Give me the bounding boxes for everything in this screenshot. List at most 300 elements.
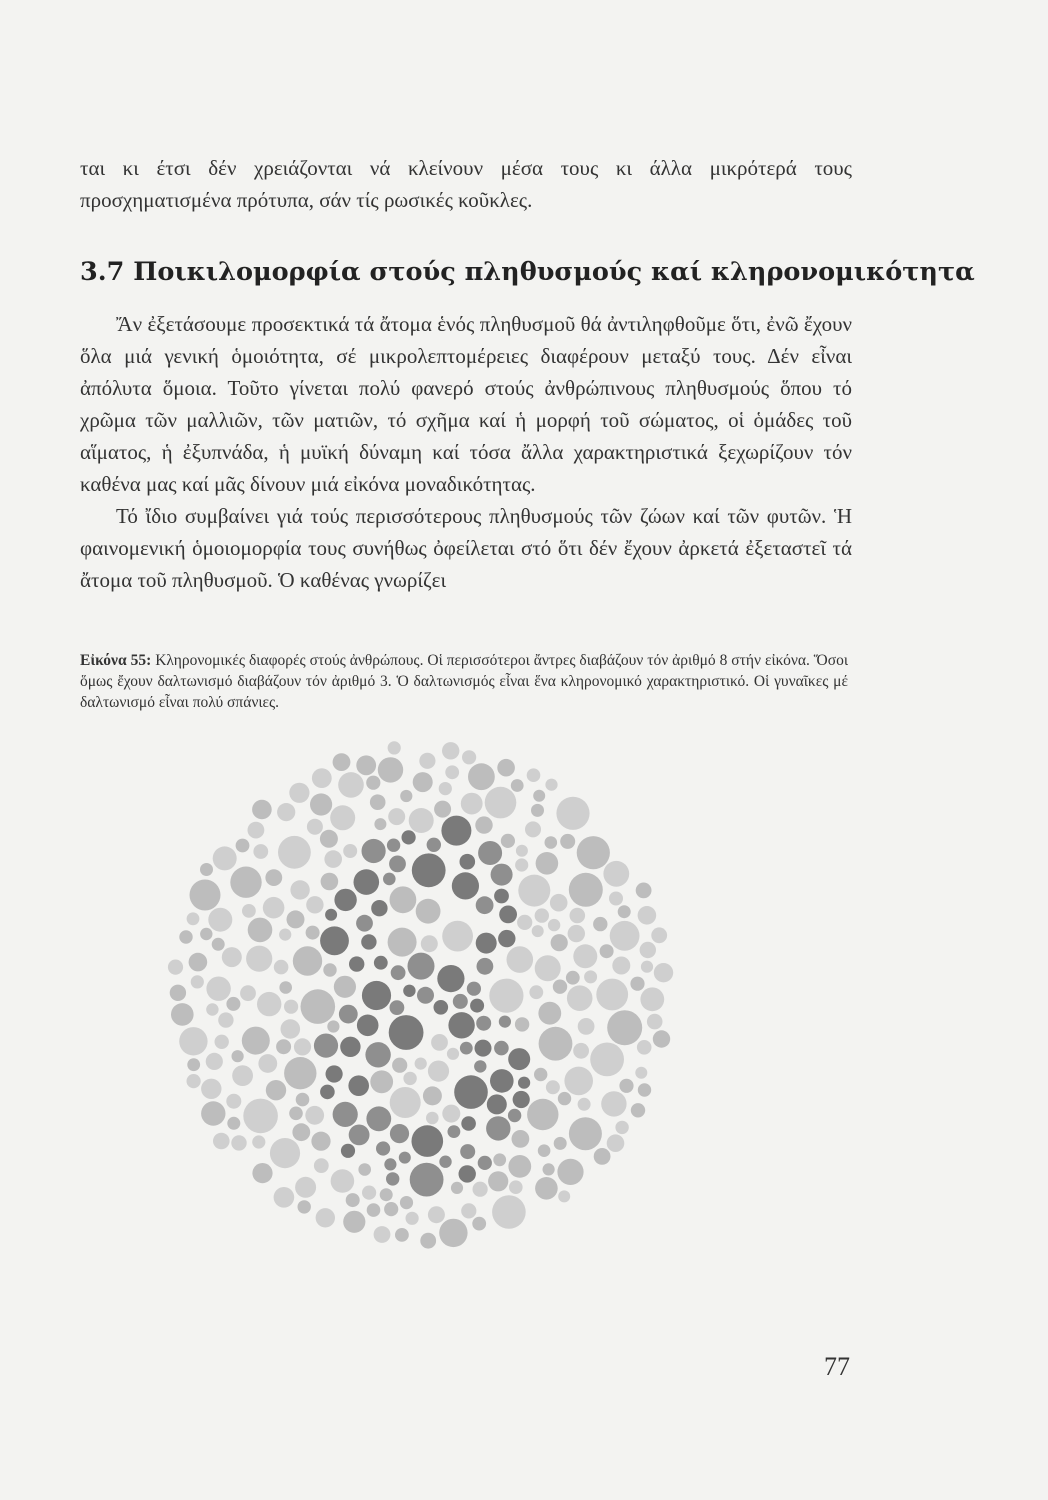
plate-dot — [371, 900, 387, 916]
plate-dot — [459, 1165, 476, 1182]
plate-dot — [461, 1116, 476, 1131]
plate-dot — [206, 1053, 223, 1070]
plate-dot — [640, 987, 664, 1011]
plate-dot — [568, 925, 585, 942]
plate-dot — [226, 1094, 241, 1109]
plate-dot — [274, 1187, 295, 1208]
plate-dot — [212, 938, 225, 951]
plate-dot — [327, 1020, 339, 1032]
plate-dot — [434, 1000, 449, 1015]
plate-dot — [467, 982, 481, 996]
plate-dot — [498, 930, 515, 947]
plate-dot — [529, 985, 543, 999]
plate-dot — [384, 1202, 398, 1216]
plate-dot — [231, 1135, 246, 1150]
plate-dot — [384, 1158, 396, 1170]
plate-dot — [415, 1058, 427, 1070]
plate-dot — [170, 985, 186, 1001]
plate-dot — [538, 1002, 561, 1025]
plate-dot — [252, 800, 272, 820]
plate-dot — [558, 1092, 571, 1105]
plate-dot — [409, 808, 434, 833]
plate-dot — [232, 1050, 244, 1062]
plate-dot — [593, 917, 607, 931]
plate-dot — [333, 1102, 358, 1127]
plate-dot — [333, 753, 351, 771]
plate-dot — [240, 985, 256, 1001]
plate-dot — [452, 872, 479, 899]
plate-dot — [421, 935, 438, 952]
plate-dot — [476, 933, 497, 954]
plate-dot — [391, 965, 406, 980]
plate-dot — [447, 1048, 459, 1060]
plate-dot — [389, 856, 406, 873]
plate-dot — [416, 899, 441, 924]
plate-dot — [603, 861, 629, 887]
plate-dot — [578, 1018, 595, 1035]
plate-dot — [206, 977, 230, 1001]
plate-dot — [472, 1217, 486, 1231]
plate-dot — [362, 1186, 376, 1200]
plate-dot — [501, 834, 515, 848]
plate-dot — [305, 1106, 324, 1125]
plate-dot — [226, 997, 240, 1011]
plate-dot — [200, 928, 212, 940]
plate-dot — [439, 782, 452, 795]
plate-dot — [190, 880, 221, 911]
plate-dot — [307, 819, 323, 835]
plate-dot — [567, 985, 593, 1011]
plate-dot — [340, 1037, 360, 1057]
plate-dot — [451, 1182, 463, 1194]
plate-dot — [420, 1233, 436, 1249]
plate-dot — [252, 1135, 265, 1148]
figure-label: Εἰκόνα 55: — [80, 652, 152, 669]
plate-dot — [490, 1069, 514, 1093]
plate-dot — [558, 1190, 570, 1202]
plate-dot — [640, 942, 656, 958]
plate-dot — [376, 1141, 390, 1155]
plate-dot — [615, 1121, 628, 1134]
plate-dot — [201, 1079, 221, 1099]
plate-dot — [213, 1133, 230, 1150]
ishihara-plate — [160, 735, 680, 1255]
plate-dot — [323, 963, 336, 976]
plate-dot — [374, 1226, 391, 1243]
plate-dot — [365, 1042, 390, 1067]
plate-dot — [518, 1077, 530, 1089]
plate-dot — [594, 1148, 611, 1165]
plate-dot — [374, 956, 388, 970]
plate-dot — [362, 981, 391, 1010]
plate-dot — [374, 818, 386, 830]
plate-dot — [475, 1040, 492, 1057]
plate-dot — [518, 875, 550, 907]
plate-dot — [338, 772, 364, 798]
plate-dot — [486, 1116, 510, 1140]
plate-dot — [370, 1070, 393, 1093]
plate-dot — [263, 897, 285, 919]
plate-dot — [356, 915, 373, 932]
plate-dot — [600, 944, 614, 958]
plate-dot — [569, 1117, 602, 1150]
plate-dot — [412, 1125, 444, 1157]
plate-dot — [584, 970, 597, 983]
plate-dot — [320, 926, 349, 955]
plate-dot — [321, 873, 339, 891]
plate-dot — [607, 1134, 625, 1152]
plate-dot — [356, 755, 376, 775]
plate-dot — [508, 1109, 521, 1122]
plate-dot — [279, 981, 292, 994]
plate-dot — [476, 896, 494, 914]
plate-dot — [545, 836, 558, 849]
plate-dot — [243, 1099, 278, 1134]
plate-dot — [431, 1034, 448, 1051]
plate-dot — [460, 854, 476, 870]
plate-dot — [227, 1117, 240, 1130]
plate-dot — [454, 1075, 488, 1109]
plate-dot — [516, 845, 528, 857]
plate-dot — [389, 1015, 424, 1050]
plate-dot — [295, 1177, 316, 1198]
plate-dot — [442, 742, 459, 759]
plate-dot — [439, 1219, 467, 1247]
plate-dot — [417, 987, 434, 1004]
plate-dot — [508, 1155, 531, 1178]
plate-dot — [635, 1067, 647, 1079]
plate-dot — [242, 1027, 270, 1055]
plate-dot — [557, 1159, 583, 1185]
plate-dot — [654, 963, 673, 982]
plate-dot — [578, 1098, 591, 1111]
plate-dot — [448, 1012, 474, 1038]
plate-dot — [187, 912, 200, 925]
plate-dot — [246, 946, 272, 972]
plate-dot — [573, 944, 597, 968]
plate-dot — [378, 757, 403, 782]
plate-dot — [179, 930, 192, 943]
plate-dot — [531, 804, 544, 817]
plate-dot — [348, 1075, 369, 1096]
plate-dot — [222, 947, 242, 967]
plate-dot — [445, 765, 459, 779]
plate-dot — [310, 793, 332, 815]
plate-dot — [208, 908, 232, 932]
intro-text-block — [80, 152, 852, 216]
plate-dot — [497, 759, 515, 777]
plate-dot — [306, 896, 323, 913]
plate-dot — [474, 1060, 486, 1072]
plate-dot — [511, 779, 524, 792]
plate-dot — [301, 989, 336, 1024]
plate-dot — [551, 934, 568, 951]
plate-dot — [390, 886, 417, 913]
plate-dot — [548, 919, 560, 931]
body-paragraph-2: Τό ἴδιο συμβαίνει γιά τούς περισσότερους πληθυσμούς τῶν ζώων καί τῶν φυτῶν. Ἡ φαινομενική ὁμοιομορφία τους συνήθως ὀφείλεται στό ὅτι δέν ἔχουν ἀρκετά ἐξεταστεῖ τά ἄτομα τοῦ πληθυσμοῦ. Ὁ καθένας γνωρίζει — [80, 504, 852, 592]
plate-dot — [358, 1163, 371, 1176]
plate-dot — [334, 889, 356, 911]
plate-dot — [403, 1072, 416, 1085]
plate-dot — [294, 1038, 311, 1055]
plate-dot — [314, 1034, 338, 1058]
plate-dot — [408, 953, 435, 980]
plate-dot — [638, 1083, 651, 1096]
plate-dot — [487, 1094, 507, 1114]
plate-dot — [478, 1156, 492, 1170]
plate-dot — [428, 1061, 449, 1082]
plate-dot — [641, 961, 653, 973]
plate-dot — [354, 869, 380, 895]
plate-dot — [434, 801, 451, 818]
plate-dot — [277, 803, 295, 821]
plate-dot — [399, 1152, 411, 1164]
plate-dot — [290, 880, 309, 899]
plate-dot — [266, 1080, 286, 1100]
plate-dot — [560, 834, 575, 849]
plate-dot — [390, 1000, 405, 1015]
plate-dot — [200, 863, 213, 876]
plate-dot — [387, 839, 400, 852]
plate-dot — [494, 889, 509, 904]
plate-dot — [357, 1015, 379, 1037]
plate-dot — [439, 1156, 451, 1168]
plate-dot — [361, 934, 376, 949]
plate-dot — [428, 1206, 445, 1223]
plate-dot — [426, 1112, 439, 1125]
plate-dot — [637, 1040, 652, 1055]
plate-dot — [187, 1074, 201, 1088]
plate-dot — [349, 956, 364, 971]
plate-dot — [412, 853, 446, 887]
plate-dot — [278, 836, 311, 869]
plate-dot — [556, 797, 589, 830]
plate-dot — [532, 925, 544, 937]
section-body — [80, 308, 852, 596]
plate-dot — [488, 1171, 508, 1191]
plate-dot — [550, 894, 568, 912]
plate-dot — [311, 1132, 330, 1151]
plate-dot — [513, 1091, 530, 1108]
section-title: 3.7 Ποικιλομορφία στούς πληθυσμούς καί κληρονομικότητα — [80, 257, 975, 287]
plate-dot — [388, 741, 401, 754]
plate-dot — [527, 1099, 558, 1130]
plate-dot — [284, 1000, 298, 1014]
plate-dot — [392, 1058, 407, 1073]
plate-dot — [230, 867, 261, 898]
intro-paragraph: ται κι έτσι δέν χρειάζονται νά κλείνουν μέσα τους κι άλλα μικρότερά τους προσχηματισμένα πρότυπα, σάν τίς ρωσικές κοῦκλες. — [80, 156, 852, 212]
plate-dot — [493, 1153, 506, 1166]
plate-dot — [390, 1124, 409, 1143]
plate-dot — [287, 910, 305, 928]
plate-dot — [326, 1065, 343, 1082]
plate-dot — [279, 929, 291, 941]
plate-dot — [367, 1203, 381, 1217]
plate-dot — [543, 1163, 555, 1175]
plate-dot — [331, 1169, 355, 1193]
plate-dot — [320, 830, 338, 848]
plate-dot — [609, 892, 623, 906]
plate-dot — [453, 994, 468, 1009]
plate-dot — [553, 980, 567, 994]
plate-dot — [619, 1079, 633, 1093]
plate-dot — [590, 1043, 624, 1077]
plate-dot — [491, 864, 513, 886]
plate-dot — [448, 1125, 461, 1138]
plate-dot — [462, 750, 476, 764]
plate-dot — [494, 1041, 509, 1056]
color-blindness-plate-image — [160, 735, 680, 1255]
plate-dot — [402, 830, 416, 844]
plate-dot — [535, 955, 561, 981]
plate-dot — [570, 908, 586, 924]
plate-dot — [538, 1144, 551, 1157]
plate-dot — [485, 787, 517, 819]
plate-dot — [653, 1030, 670, 1047]
plate-dot — [517, 915, 532, 930]
plate-dot — [478, 841, 502, 865]
plate-dot — [215, 1035, 229, 1049]
plate-dot — [441, 816, 471, 846]
body-paragraph-1: Ἄν ἐξετάσουμε προσεκτικά τά ἄτομα ἑνός πληθυσμοῦ θά ἀντιληφθοῦμε ὅτι, ἐνῶ ἔχουν ὅλα μιά γενική ὁμοιότητα, σέ μικρολεπτομέρειες διαφέρουν μεταξύ τους. Δέν εἶναι ἀπόλυτα ὅμοια. Τοῦτο γίνεται πολύ φανερό στούς ἀνθρώπινους πληθυσμούς ὅπου τό χρῶμα τῶν μαλλιῶν, τῶν ματιῶν, τό σχῆμα καί ἡ μορφή τοῦ σώματος, οἱ ὁμάδες τοῦ αἵματος, ἡ ἐξυπνάδα, ἡ μυϊκή δύναμη καί τόσα ἄλλα χαρακτηριστικά ξεχωρίζουν τόν καθένα μας καί μᾶς δίνουν μιά εἰκόνα μοναδικότητας. — [80, 312, 852, 496]
plate-dot — [242, 904, 256, 918]
plate-dot — [341, 1144, 355, 1158]
plate-dot — [607, 1010, 642, 1045]
plate-dot — [343, 844, 357, 858]
plate-dot — [525, 821, 541, 837]
plate-dot — [564, 1067, 593, 1096]
plate-dot — [334, 976, 356, 998]
plate-dot — [206, 1003, 218, 1015]
plate-dot — [477, 958, 494, 975]
plate-dot — [539, 1027, 573, 1061]
plate-dot — [168, 960, 183, 975]
plate-dot — [289, 1107, 303, 1121]
plate-dot — [499, 1016, 511, 1028]
plate-dot — [630, 977, 644, 991]
plate-dot — [252, 1163, 272, 1183]
plate-dot — [515, 858, 528, 871]
plate-dot — [612, 957, 630, 975]
plate-dot — [339, 1005, 358, 1024]
plate-dot — [475, 816, 492, 833]
plate-dot — [265, 869, 282, 886]
plate-dot — [618, 905, 631, 918]
page-number: 77 — [824, 1352, 850, 1381]
plate-dot — [324, 850, 342, 868]
plate-dot — [316, 1208, 335, 1227]
plate-dot — [554, 1137, 567, 1150]
plate-dot — [610, 921, 640, 951]
plate-dot — [248, 918, 273, 943]
plate-dot — [191, 975, 204, 988]
plate-dot — [470, 999, 484, 1013]
plate-dot — [390, 1087, 421, 1118]
plate-dot — [437, 965, 464, 992]
plate-dot — [569, 873, 603, 907]
figure-caption-text: Κληρονομικές διαφορές στούς ἀνθρώπους. Οἱ περισσότεροι ἄντρες διαβάζουν τόν ἀριθμό 8 στήν εἰκόνα. Ὅσοι ὅμως ἔχουν δαλτωνισμό διαβάζουν τόν ἀριθμό 3. Ὁ δαλτωνισμός εἶναι ἕνα κληρονομικό χαρακτηριστικό. Οἱ γυναῖκες μέ δαλτωνισμό εἶναι πολύ σπάνιες. — [80, 652, 848, 711]
plate-dot — [306, 926, 320, 940]
plate-dot — [281, 1019, 301, 1039]
plate-dot — [383, 873, 396, 886]
plate-dot — [257, 992, 281, 1016]
plate-dot — [276, 1039, 291, 1054]
plate-dot — [395, 1228, 409, 1242]
plate-dot — [419, 753, 435, 769]
plate-dot — [296, 1093, 310, 1107]
plate-dot — [258, 1054, 277, 1073]
plate-dot — [213, 846, 237, 870]
plate-dot — [388, 928, 417, 957]
plate-dot — [189, 953, 208, 972]
plate-dot — [413, 772, 433, 792]
plate-dot — [476, 1016, 491, 1031]
plate-dot — [236, 839, 250, 853]
plate-dot — [253, 844, 268, 859]
plate-dot — [461, 793, 483, 815]
plate-dot — [460, 1144, 475, 1159]
plate-dot — [512, 1130, 530, 1148]
plate-dot — [577, 836, 610, 869]
plate-dot — [442, 1105, 460, 1123]
plate-dot — [596, 979, 628, 1011]
plate-dot — [406, 1212, 419, 1225]
plate-dot — [362, 839, 386, 863]
plate-dot — [201, 1101, 225, 1125]
plate-dot — [386, 1172, 399, 1185]
plate-dot — [533, 790, 545, 802]
plate-dot — [534, 1068, 547, 1081]
plate-dot — [312, 768, 332, 788]
plate-dot — [536, 852, 559, 875]
plate-dot — [270, 1138, 300, 1168]
plate-dot — [370, 794, 386, 810]
plate-dot — [388, 808, 405, 825]
plate-dot — [171, 1003, 194, 1026]
plate-dot — [499, 906, 517, 924]
plate-dot — [366, 776, 380, 790]
plate-dot — [218, 1012, 233, 1027]
plate-dot — [427, 838, 441, 852]
plate-dot — [292, 1123, 310, 1141]
plate-dot — [527, 768, 541, 782]
plate-dot — [400, 1196, 413, 1209]
plate-dot — [293, 946, 322, 975]
plate-dot — [423, 1086, 442, 1105]
plate-dot — [320, 1085, 335, 1100]
plate-dot — [489, 979, 523, 1013]
plate-dot — [400, 790, 412, 802]
plate-dot — [509, 1180, 523, 1194]
plate-dot — [461, 1203, 476, 1218]
plate-dot — [636, 883, 652, 899]
plate-dot — [573, 1043, 589, 1059]
plate-dot — [289, 783, 309, 803]
plate-dot — [601, 1091, 626, 1116]
plate-dot — [232, 1065, 253, 1086]
plate-dot — [248, 822, 265, 839]
plate-dot — [546, 1080, 560, 1094]
plate-dot — [535, 1177, 558, 1200]
plate-dot — [468, 763, 495, 790]
plate-dot — [274, 960, 289, 975]
plate-dot — [566, 971, 580, 985]
plate-dot — [325, 909, 337, 921]
plate-dot — [647, 1014, 663, 1030]
plate-dot — [284, 1057, 316, 1089]
plate-dot — [473, 1182, 488, 1197]
plate-dot — [403, 985, 415, 997]
